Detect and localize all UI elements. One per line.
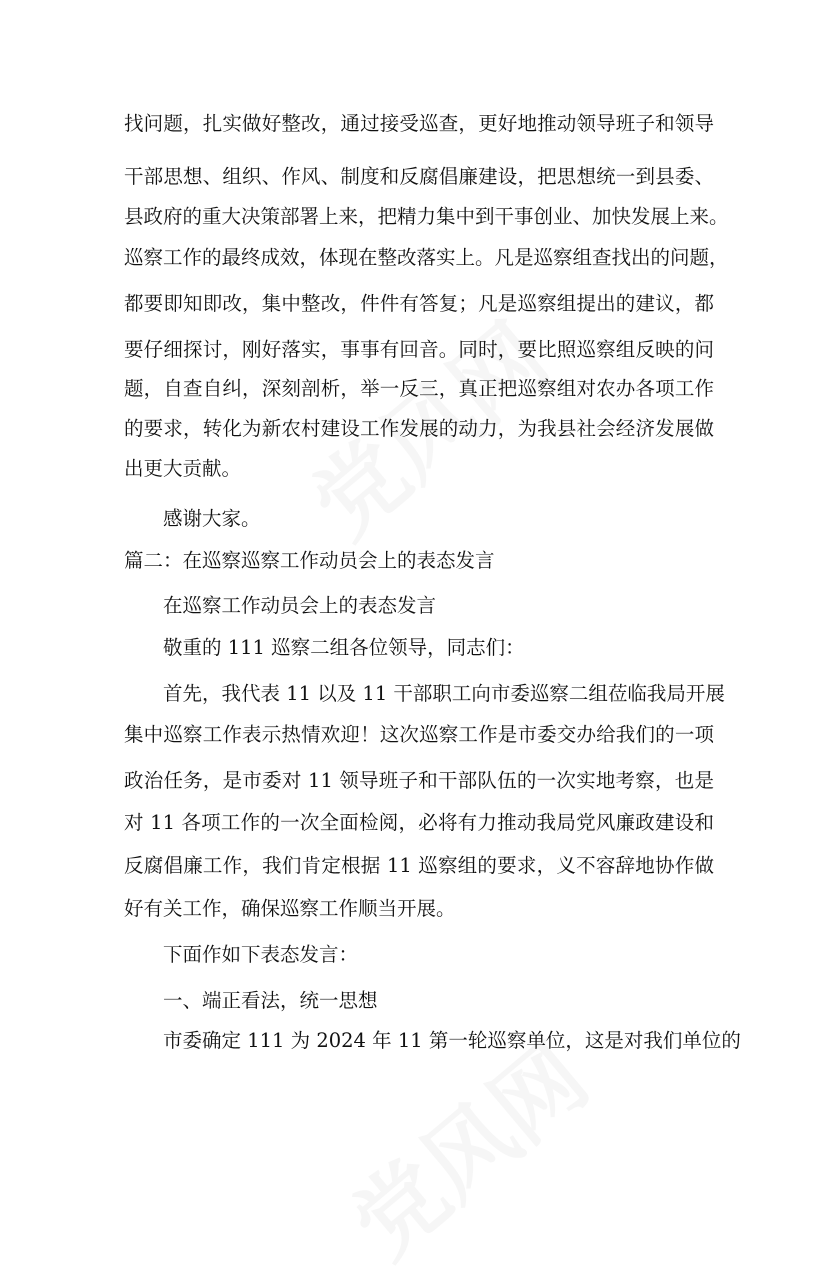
paragraph-line: 出更大贡献。 bbox=[124, 457, 242, 480]
closing-thanks: 感谢大家。 bbox=[163, 507, 261, 530]
paragraph-line: 干部思想、组织、作风、制度和反腐倡廉建设，把思想统一到县委、 bbox=[124, 165, 714, 188]
paragraph-line: 市委确定 111 为 2024 年 11 第一轮巡察单位，这是对我们单位的 bbox=[163, 1029, 741, 1052]
paragraph-line: 政治任务，是市委对 11 领导班子和干部队伍的一次实地考察，也是 bbox=[124, 769, 714, 792]
paragraph-line: 对 11 各项工作的一次全面检阅，必将有力推动我局党风廉政建设和 bbox=[124, 811, 714, 834]
paragraph-line: 要仔细探讨，刚好落实，事事有回音。同时，要比照巡察组反映的问 bbox=[124, 338, 714, 361]
paragraph-line: 首先，我代表 11 以及 11 干部职工向市委巡察二组莅临我局开展 bbox=[163, 682, 725, 705]
paragraph-line: 都要即知即改，集中整改，件件有答复；凡是巡察组提出的建议，都 bbox=[124, 292, 714, 315]
paragraph-line: 县政府的重大决策部署上来，把精力集中到干事创业、加快发展上来。 bbox=[124, 205, 729, 228]
paragraph-line: 反腐倡廉工作，我们肯定根据 11 巡察组的要求，义不容辞地协作做 bbox=[124, 854, 714, 877]
paragraph-line: 好有关工作，确保巡察工作顺当开展。 bbox=[124, 897, 456, 920]
salutation: 敬重的 111 巡察二组各位领导，同志们： bbox=[163, 636, 525, 659]
paragraph-line: 题，自查自纠，深刻剖析，举一反三，真正把巡察组对农办各项工作 bbox=[124, 377, 714, 400]
speech-title: 在巡察工作动员会上的表态发言 bbox=[163, 594, 437, 617]
paragraph-line: 巡察工作的最终成效，体现在整改落实上。凡是巡察组查找出的问题， bbox=[124, 246, 729, 269]
paragraph-line: 集中巡察工作表示热情欢迎！这次巡察工作是市委交办给我们的一项 bbox=[124, 723, 714, 746]
section-title: 篇二：在巡察巡察工作动员会上的表态发言 bbox=[124, 549, 495, 572]
paragraph-line: 的要求，转化为新农村建设工作发展的动力，为我县社会经济发展做 bbox=[124, 417, 714, 440]
section-heading: 一、端正看法，统一思想 bbox=[163, 989, 378, 1012]
paragraph-line: 下面作如下表态发言： bbox=[163, 943, 359, 966]
paragraph-line: 找问题，扎实做好整改，通过接受巡查，更好地推动领导班子和领导 bbox=[124, 112, 714, 135]
